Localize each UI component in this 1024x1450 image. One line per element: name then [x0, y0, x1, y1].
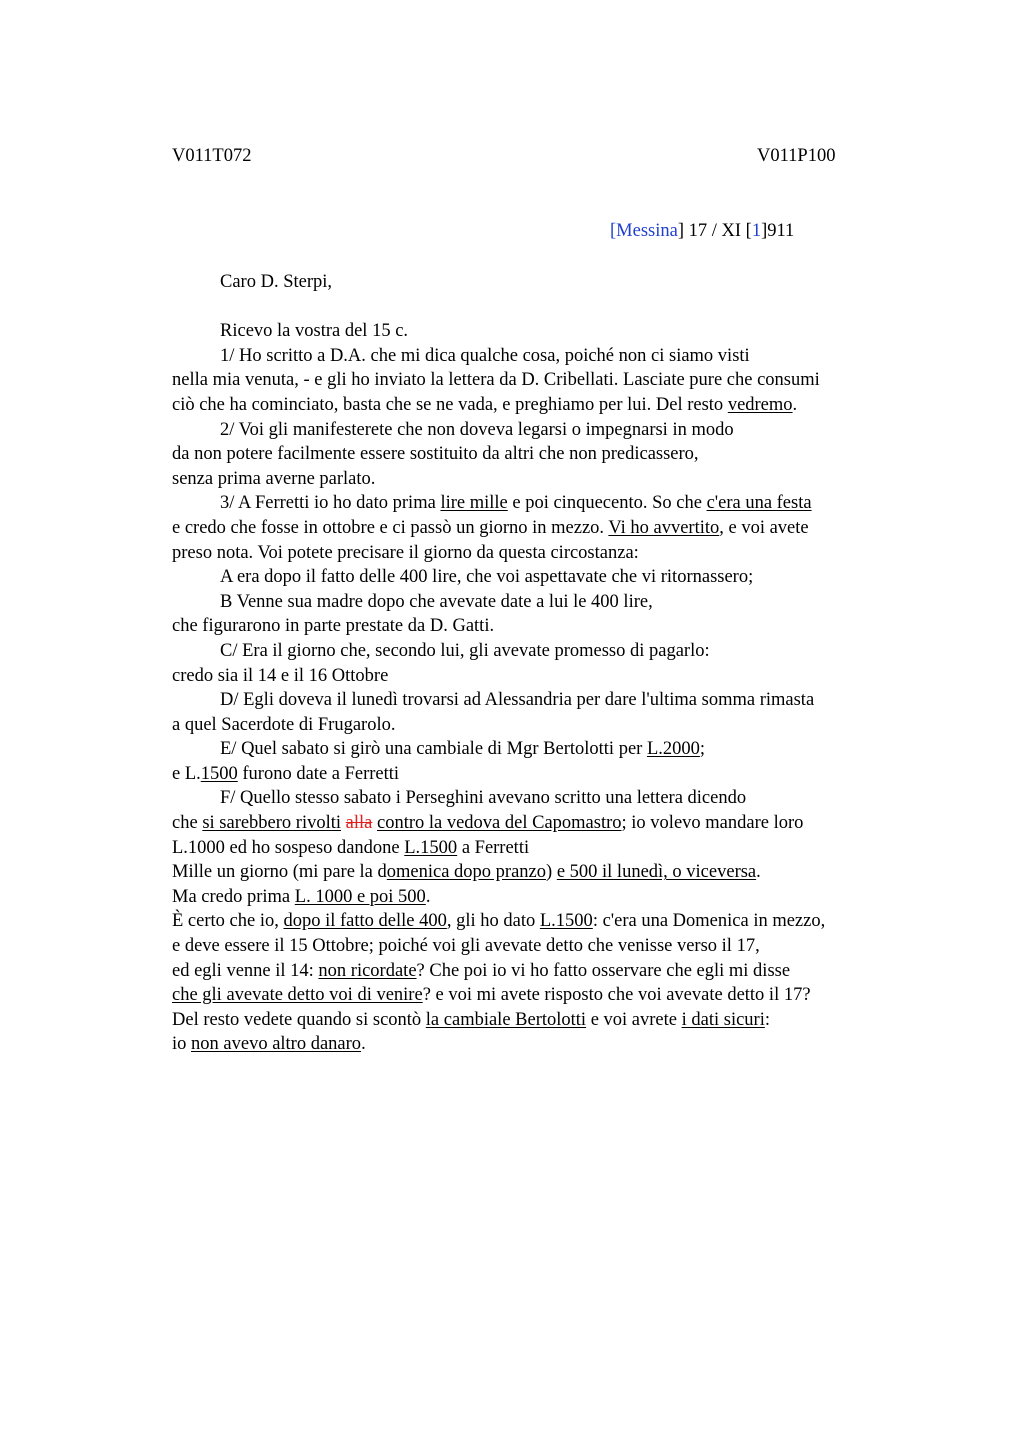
- line-text: e credo che fosse in ottobre e ci passò un giorno in mezzo.: [172, 517, 609, 538]
- text-line: [172, 344, 932, 369]
- line-text: nella mia venuta, - e gli ho inviato la lettera da D. Cribellati. Lasciate pure che consumi: [172, 370, 820, 391]
- document-code-right: V011P100: [757, 146, 836, 166]
- struck-text: alla: [345, 813, 373, 834]
- text-line: [172, 1008, 932, 1033]
- line-text: ciò che ha cominciato, basta che se ne vada, e preghiamo per lui. Del resto: [172, 394, 728, 415]
- line-text: D/ Egli doveva il lunedì trovarsi ad Alessandria per dare l'ultima somma rimasta: [220, 690, 815, 711]
- line-text: 3/ A Ferretti io ho dato prima: [220, 493, 441, 514]
- text-line: [172, 319, 932, 344]
- underlined-text: non avevo altro danaro: [191, 1034, 362, 1055]
- line-text: Ma credo prima: [172, 886, 295, 907]
- underlined-text: 1500: [200, 763, 238, 784]
- line-text: Del resto vedete quando si scontò: [172, 1009, 426, 1030]
- text-line: [172, 811, 932, 836]
- document-code-left: V011T072: [172, 146, 252, 166]
- underlined-text: omenica dopo pranzo: [386, 862, 547, 883]
- text-line: [172, 737, 932, 762]
- underlined-text: L.2000: [646, 739, 700, 760]
- underlined-text: L.1500: [404, 837, 458, 858]
- text-line: [172, 909, 932, 934]
- line-text: C/ Era il giorno che, secondo lui, gli avevate promesso di pagarlo:: [220, 640, 710, 661]
- line-text: a Ferretti: [457, 837, 530, 858]
- text-line: [172, 541, 932, 566]
- line-text: ? Che poi io vi ho fatto osservare che egli mi disse: [416, 960, 791, 981]
- line-text: :: [764, 1009, 770, 1030]
- line-text: : c'era una Domenica in mezzo,: [592, 911, 826, 932]
- line-text: ): [546, 862, 557, 883]
- line-text: , gli ho dato: [446, 911, 540, 932]
- text-line: [172, 516, 932, 541]
- line-text: e voi avrete: [586, 1009, 682, 1030]
- text-line: [172, 688, 932, 713]
- letter-body: [172, 270, 932, 1057]
- text-line: [172, 860, 932, 885]
- underlined-text: si sarebbero rivolti: [202, 813, 342, 834]
- text-line: [172, 762, 932, 787]
- underlined-text: la cambiale Bertolotti: [425, 1009, 587, 1030]
- text-line: [172, 885, 932, 910]
- line-text: ; io volevo mandare loro: [621, 813, 804, 834]
- line-text: Mille un giorno (mi pare la d: [172, 862, 387, 883]
- line-text: senza prima averne parlato.: [172, 468, 376, 489]
- underlined-text: c'era una festa: [706, 493, 812, 514]
- text-line: [172, 664, 932, 689]
- text-line: [172, 368, 932, 393]
- line-text: da non potere facilmente essere sostituito da altri che non predicassero,: [172, 444, 699, 465]
- line-text: e deve essere il 15 Ottobre; poiché voi gli avevate detto che venisse verso il 17,: [172, 936, 760, 957]
- underlined-text: Vi ho avvertito: [608, 517, 720, 538]
- line-text: che figurarono in parte prestate da D. Gatti.: [172, 616, 495, 637]
- line-text: credo sia il 14 e il 16 Ottobre: [172, 665, 389, 686]
- line-text: preso nota. Voi potete precisare il giorno da questa circostanza:: [172, 542, 639, 563]
- greeting: Caro D. Sterpi,: [220, 272, 333, 292]
- text-line: [172, 983, 932, 1008]
- text-line: [172, 713, 932, 738]
- text-line: [172, 934, 932, 959]
- text-line: [172, 836, 932, 861]
- underlined-text: dopo il fatto delle 400: [283, 911, 447, 932]
- underlined-text: vedremo: [727, 394, 793, 415]
- underlined-text: e 500 il lunedì, o viceversa: [556, 862, 757, 883]
- text-line: [172, 565, 932, 590]
- dateline-place: Messina: [616, 221, 678, 241]
- line-text: A era dopo il fatto delle 400 lire, che voi aspettavate che vi ritornassero;: [220, 567, 754, 588]
- line-text: furono date a Ferretti: [237, 763, 400, 784]
- text-line: [172, 393, 932, 418]
- text-line: [172, 614, 932, 639]
- dateline-date: ] 17 / XI [: [677, 221, 752, 241]
- underlined-text: i dati sicuri: [681, 1009, 765, 1030]
- line-text: io: [172, 1034, 192, 1055]
- line-text: L.1000 ed ho sospeso dandone: [172, 837, 405, 858]
- line-text: E/ Quel sabato si girò una cambiale di Mgr Bertolotti per: [220, 739, 647, 760]
- line-text: B Venne sua madre dopo che avevate date a lui le 400 lire,: [220, 591, 653, 612]
- text-line: [172, 590, 932, 615]
- underlined-text: contro la vedova del Capomastro: [376, 813, 622, 834]
- text-line: [172, 491, 932, 516]
- line-text: .: [361, 1034, 366, 1055]
- text-line: [172, 442, 932, 467]
- text-line: [172, 639, 932, 664]
- line-text: e L.: [172, 763, 201, 784]
- line-text: .: [425, 886, 431, 907]
- line-text: , e voi avete: [719, 517, 809, 538]
- underlined-text: che gli avevate detto voi di venire: [172, 985, 423, 1006]
- line-text: 1/ Ho scritto a D.A. che mi dica qualche cosa, poiché non ci siamo visti: [220, 345, 750, 366]
- underlined-text: non ricordate: [318, 960, 417, 981]
- text-line: [172, 1032, 932, 1057]
- line-text: F/ Quello stesso sabato i Perseghini avevano scritto una lettera dicendo: [220, 788, 747, 809]
- underlined-text: lire mille: [440, 493, 508, 514]
- line-text: .: [792, 394, 798, 415]
- dateline-year: ]911: [761, 221, 795, 241]
- dateline-open-bracket: [: [610, 221, 617, 241]
- line-text: È certo che io,: [172, 911, 284, 932]
- text-line: [172, 786, 932, 811]
- line-text: che: [172, 813, 203, 834]
- line-text: ;: [699, 739, 706, 760]
- line-text: ed egli venne il 14:: [172, 960, 319, 981]
- dateline-year-digit: 1: [751, 221, 762, 241]
- line-text: Ricevo la vostra del 15 c.: [220, 321, 409, 342]
- letter-lines: [172, 319, 932, 1057]
- line-text: e poi cinquecento. So che: [507, 493, 707, 514]
- text-line: [172, 467, 932, 492]
- dateline: [610, 221, 794, 242]
- text-line: [172, 959, 932, 984]
- line-text: 2/ Voi gli manifesterete che non doveva legarsi o impegnarsi in modo: [220, 419, 734, 440]
- line-text: a quel Sacerdote di Frugarolo.: [172, 714, 396, 735]
- line-text: ? e voi mi avete risposto che voi avevate detto il 17?: [422, 985, 811, 1006]
- underlined-text: L. 1000 e poi 500: [294, 886, 426, 907]
- underlined-text: L.1500: [539, 911, 593, 932]
- line-text: .: [756, 862, 761, 883]
- text-line: [172, 418, 932, 443]
- paragraph-gap: [172, 295, 932, 320]
